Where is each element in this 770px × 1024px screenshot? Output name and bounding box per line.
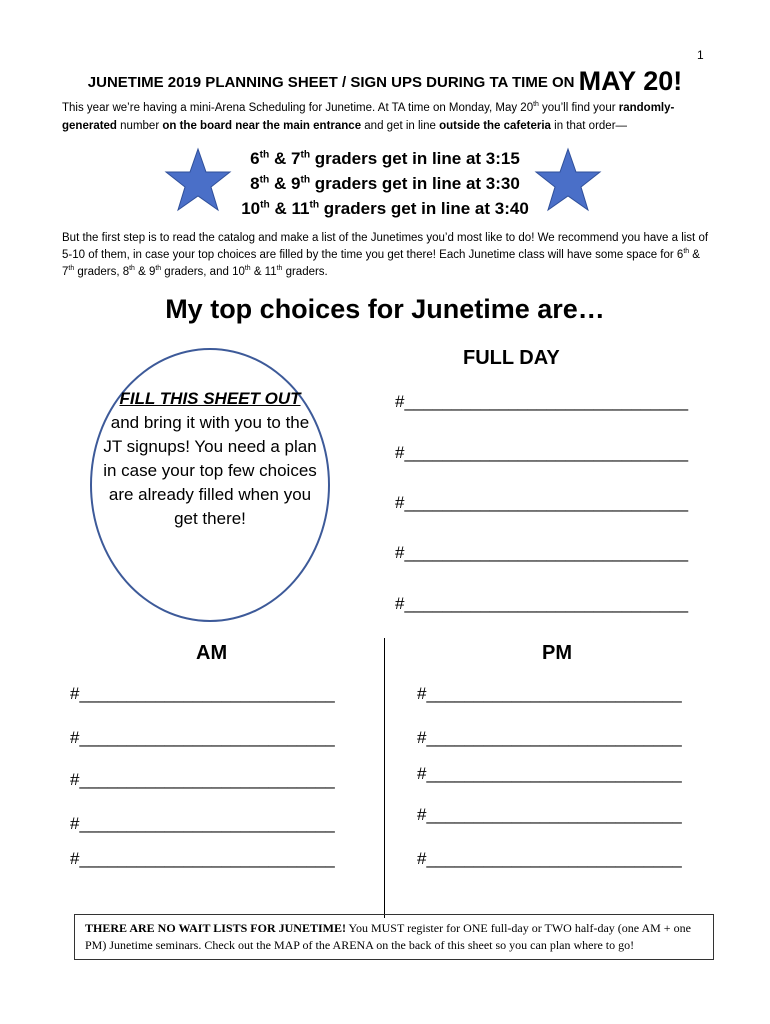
notice-bold: THERE ARE NO WAIT LISTS FOR JUNETIME! <box>85 921 346 935</box>
schedule-row: 8th & 9th graders get in line at 3:30 <box>250 174 520 193</box>
pm-choice-3[interactable]: #___________________________ <box>417 764 682 783</box>
intro-text-3: number <box>116 120 163 132</box>
instructions-paragraph: But the first step is to read the catalog and make a list of the Junetimes you’d most like to do! We recommend you have a list of 5-10 of them, in case your top choices are filled by the time you get there! Each Junetime class will have some space for 6th & 7th graders, 8th & 9th graders, and 10th & 11th graders. <box>62 232 709 278</box>
schedule-row: 6th & 7th graders get in line at 3:15 <box>250 149 520 168</box>
full-day-choice-1[interactable]: #______________________________ <box>395 392 689 411</box>
pm-choice-4[interactable]: #___________________________ <box>417 805 682 824</box>
intro-text-5: in that order— <box>550 120 628 132</box>
reminder-text <box>102 387 318 531</box>
am-choice-2[interactable]: #___________________________ <box>70 728 335 747</box>
am-choice-4[interactable]: #___________________________ <box>70 814 335 833</box>
choices-heading: My top choices for Junetime are… <box>165 294 605 324</box>
schedule-row: 10th & 11th graders get in line at 3:40 <box>241 199 529 218</box>
column-divider <box>384 638 385 918</box>
intro-text-4: and get in line <box>361 120 440 132</box>
page-number: 1 <box>697 48 704 62</box>
intro-paragraph <box>62 99 712 135</box>
full-day-choice-4[interactable]: #______________________________ <box>395 543 689 562</box>
full-day-choice-2[interactable]: #______________________________ <box>395 443 689 462</box>
intro-bold-1: randomly-generated <box>62 102 675 132</box>
pm-choice-5[interactable]: #___________________________ <box>417 849 682 868</box>
pm-label: PM <box>542 642 572 664</box>
am-choice-1[interactable]: #___________________________ <box>70 684 335 703</box>
intro-text-1: This year we’re having a mini-Arena Scheduling for Junetime. At TA time on Monday, May 20 <box>62 102 534 114</box>
no-wait-list-notice <box>74 914 714 960</box>
title-date: MAY 20! <box>578 66 683 96</box>
pm-choice-1[interactable]: #___________________________ <box>417 684 682 703</box>
pm-choice-2[interactable]: #___________________________ <box>417 728 682 747</box>
full-day-choice-3[interactable]: #______________________________ <box>395 493 689 512</box>
am-label: AM <box>196 642 228 664</box>
intro-bold-2: on the board near the main entrance <box>162 120 362 132</box>
intro-sup: th <box>533 101 539 109</box>
page-title <box>0 66 770 97</box>
reminder-body: and bring it with you to the JT signups! You need a plan in case your top few choices are already filled when you get there! <box>103 413 317 528</box>
line-up-schedule <box>0 146 770 221</box>
full-day-choice-5[interactable]: #______________________________ <box>395 594 689 613</box>
intro-bold-3: outside the cafeteria <box>439 120 551 132</box>
notice-text: You MUST register for ONE full-day or TWO half-day (one AM + one PM) Junetime seminars. Check out the MAP of the ARENA on the back of this sheet so you can plan where to go! <box>85 921 691 952</box>
am-choice-3[interactable]: #___________________________ <box>70 770 335 789</box>
full-day-label: FULL DAY <box>463 347 560 369</box>
title-main: JUNETIME 2019 PLANNING SHEET / SIGN UPS DURING TA TIME ON <box>87 74 575 91</box>
am-choice-5[interactable]: #___________________________ <box>70 849 335 868</box>
intro-text-2: you’ll find your <box>538 102 619 114</box>
reminder-highlight: FILL THIS SHEET OUT <box>119 389 301 408</box>
